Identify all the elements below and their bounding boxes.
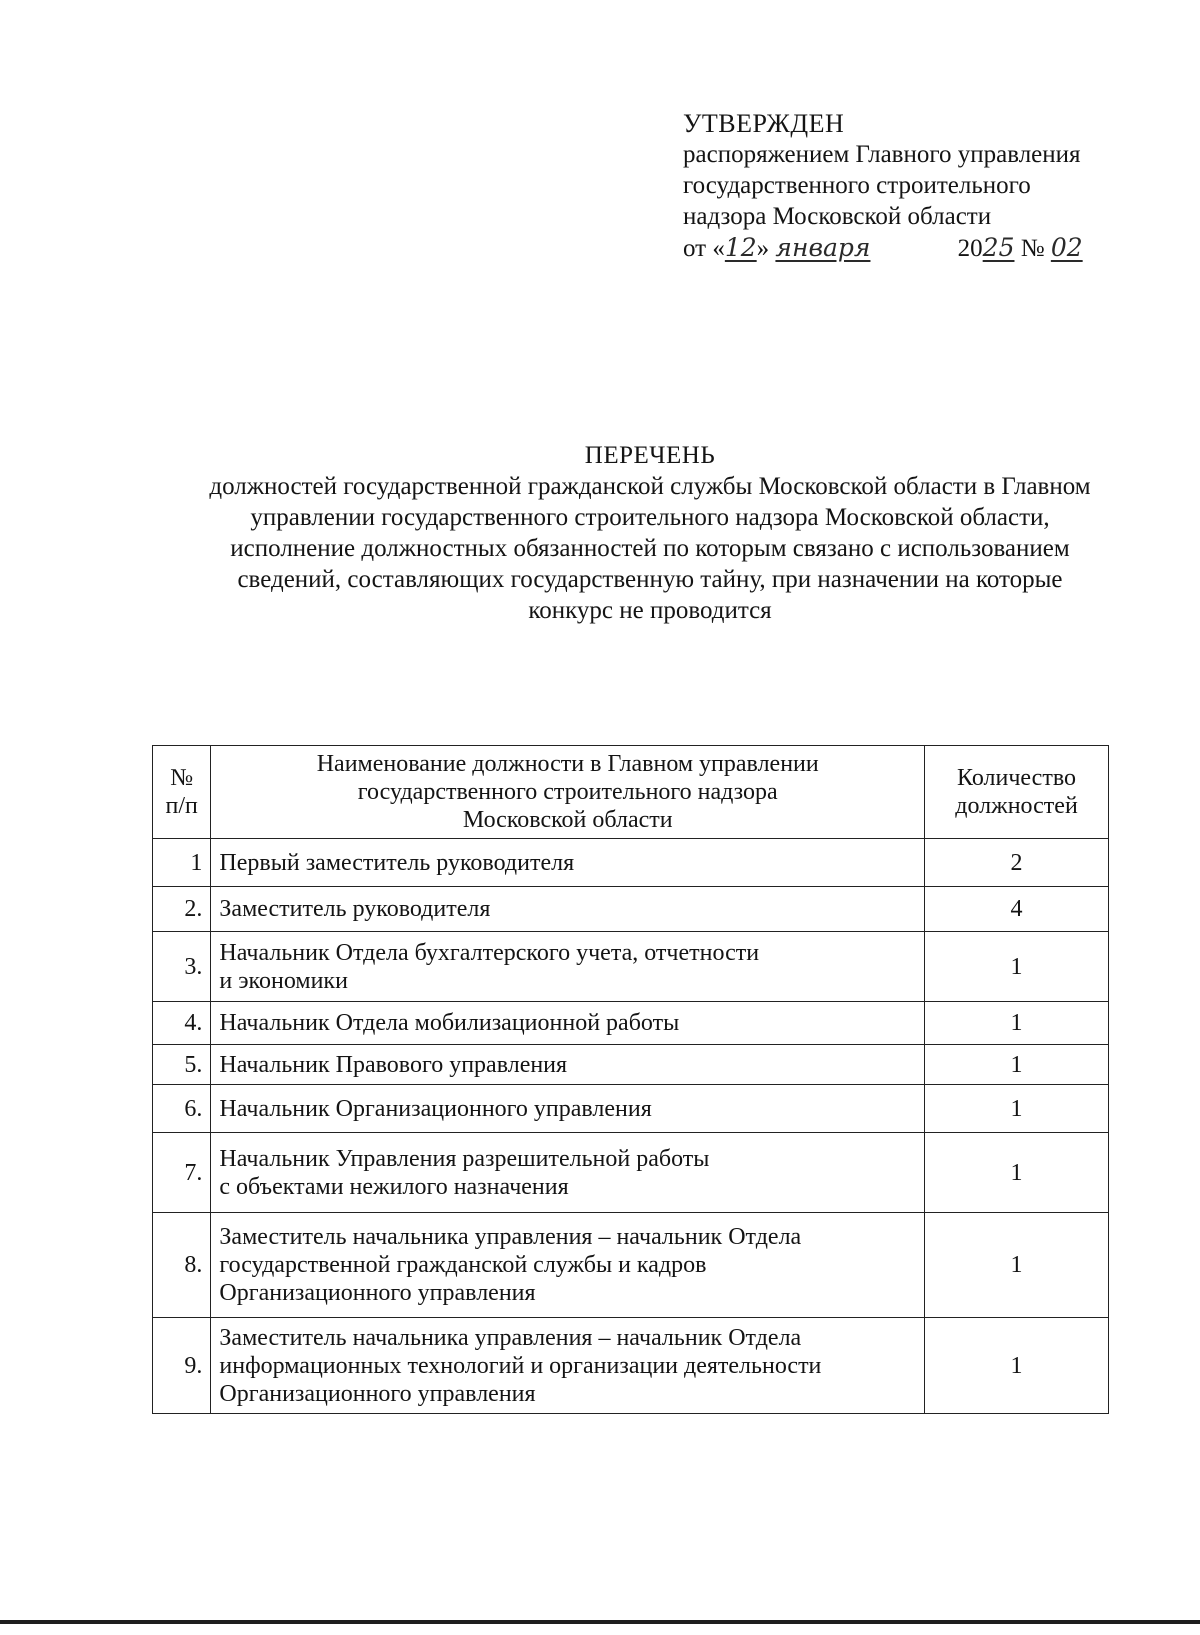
- document-heading: ПЕРЕЧЕНЬ: [584, 442, 716, 469]
- row-count: 1: [925, 1213, 1109, 1318]
- row-number: 9.: [153, 1318, 211, 1414]
- approval-date-line: [683, 232, 1153, 264]
- table-row: [153, 1045, 1109, 1085]
- row-count: 1: [925, 932, 1109, 1002]
- row-number: 5.: [153, 1045, 211, 1085]
- row-count: 1: [925, 1002, 1109, 1045]
- row-position-name: Начальник Правового управления: [211, 1045, 925, 1085]
- row-position-name: Первый заместитель руководителя: [211, 839, 925, 887]
- row-number: 6.: [153, 1085, 211, 1133]
- scan-edge-line: [0, 1620, 1200, 1624]
- row-number: 4.: [153, 1002, 211, 1045]
- table-row: [153, 932, 1109, 1002]
- approval-line: государственного строительного: [683, 172, 1031, 199]
- number-label: №: [1020, 235, 1045, 262]
- document-subtitle: должностей государственной гражданской службы Московской области в Главном управлении государственного строительного надзора Московской области, исполнение должностных обязанностей по которым связано с использованием сведений, составляющих государственную тайну, при назначении на которые конкурс не проводится: [209, 473, 1091, 624]
- row-position-name: Начальник Организационного управления: [211, 1085, 925, 1133]
- row-position-name: Заместитель начальника управления – начальник Отдела информационных технологий и организации деятельности Организационного управления: [211, 1318, 925, 1414]
- handwritten-day: 12: [724, 233, 757, 262]
- row-count: 1: [925, 1318, 1109, 1414]
- approval-title: УТВЕРЖДЕН: [683, 109, 845, 138]
- row-position-name: Заместитель руководителя: [211, 887, 925, 932]
- approval-line: распоряжением Главного управления: [683, 141, 1081, 168]
- row-count: 1: [925, 1045, 1109, 1085]
- header-position-name: Наименование должности в Главном управлении государственного строительного надзора Московской области: [211, 746, 925, 839]
- table-row: [153, 1213, 1109, 1318]
- table-row: [153, 1085, 1109, 1133]
- row-position-name: Начальник Отдела бухгалтерского учета, отчетности и экономики: [211, 932, 925, 1002]
- row-position-name: Начальник Управления разрешительной работы с объектами нежилого назначения: [211, 1133, 925, 1213]
- row-number: 2.: [153, 887, 211, 932]
- table-header-row: [153, 746, 1109, 839]
- handwritten-month: января: [775, 233, 871, 262]
- row-position-name: Начальник Отдела мобилизационной работы: [211, 1002, 925, 1045]
- handwritten-year: 25: [982, 233, 1015, 262]
- row-number: 7.: [153, 1133, 211, 1213]
- row-position-name: Заместитель начальника управления – начальник Отдела государственной гражданской службы и кадров Организационного управления: [211, 1213, 925, 1318]
- document-title: [150, 440, 1150, 626]
- row-number: 1: [153, 839, 211, 887]
- row-count: 1: [925, 1085, 1109, 1133]
- approval-block: [683, 108, 1153, 264]
- header-count: Количество должностей: [925, 746, 1109, 839]
- table-row: [153, 1318, 1109, 1414]
- row-count: 2: [925, 839, 1109, 887]
- table-row: [153, 1133, 1109, 1213]
- row-count: 4: [925, 887, 1109, 932]
- table-row: [153, 887, 1109, 932]
- quote-close: »: [756, 235, 770, 262]
- table-row: [153, 1002, 1109, 1045]
- positions-table: [152, 745, 1109, 1414]
- row-number: 8.: [153, 1213, 211, 1318]
- header-number: № п/п: [153, 746, 211, 839]
- table-row: [153, 839, 1109, 887]
- row-number: 3.: [153, 932, 211, 1002]
- date-prefix: от «: [683, 235, 725, 262]
- approval-line: надзора Московской области: [683, 203, 992, 230]
- handwritten-number: 02: [1050, 233, 1083, 262]
- row-count: 1: [925, 1133, 1109, 1213]
- year-prefix: 20: [957, 235, 983, 262]
